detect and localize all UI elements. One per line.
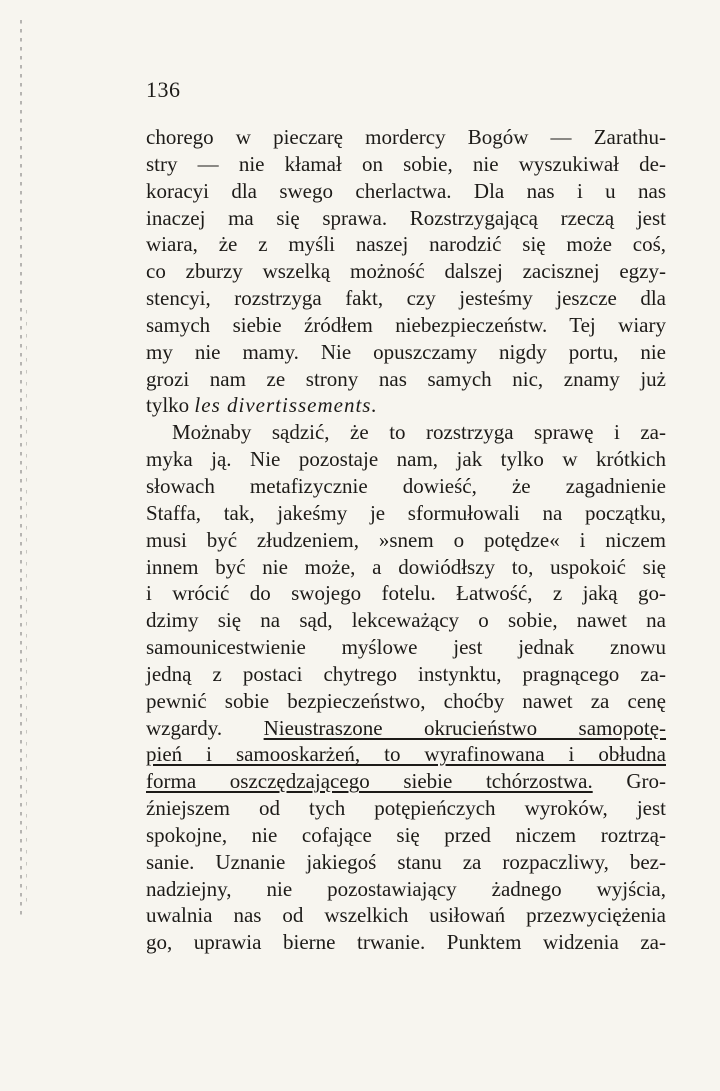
paragraph-2-line-13 (146, 741, 666, 768)
paragraph-2-line-10: jedną z postaci chytrego instynktu, pragnącego za- (146, 661, 666, 686)
text-line-9: my nie mamy. Nie opuszczamy nigdy portu, nie (146, 339, 666, 364)
underlined-passage-part-2: pień i samooskarżeń, to wyrafinowana i obłudna (146, 742, 666, 767)
paragraph-2-line-3: słowach metafizycznie dowieść, że zagadnienie (146, 473, 666, 498)
underlined-passage-part-1: Nieustraszone okrucieństwo samopotę- (263, 715, 667, 740)
paragraph-2-line-1: Możnaby sądzić, że to rozstrzyga sprawę i za- (172, 420, 666, 445)
paragraph-2-line-5: musi być złudzeniem, »snem o potędze« i niczem (146, 527, 666, 552)
paragraph-2-line-7: i wrócić do swojego fotelu. Łatwość, z jaką go- (146, 581, 666, 606)
paragraph-2-line-19: uwalnia nas od wszelkich usiłowań przezwyciężenia (146, 903, 666, 928)
binding-edge-marks-secondary (26, 310, 28, 910)
page-number: 136 (146, 77, 181, 102)
text-line-4: inaczej ma się sprawa. Rozstrzygającą rzeczą jest (146, 205, 666, 230)
paragraph-2-line-14 (146, 768, 666, 795)
binding-edge-marks (20, 20, 22, 920)
text-line-7: stencyi, rozstrzyga fakt, czy jesteśmy jeszcze dla (146, 286, 666, 311)
paragraph-2-line-2: myka ją. Nie pozostaje nam, jak tylko w krótkich (146, 447, 666, 472)
line-12-prefix: wzgardy. (146, 715, 264, 740)
text-line-10: grozi nam ze strony nas samych nic, znamy już (146, 366, 666, 391)
underlined-passage-part-3: forma oszczędzającego siebie tchórzostwa. (146, 769, 593, 794)
text-line-11 (146, 392, 666, 419)
paragraph-2-line-18: nadziejny, nie pozostawiający żadnego wyjścia, (146, 876, 666, 901)
text-line-5: wiara, że z myśli naszej narodzić się może coś, (146, 232, 666, 257)
paragraph-2-line-15: źniejszem od tych potępieńczych wyroków, jest (146, 796, 666, 821)
line-14-suffix: Gro- (592, 769, 667, 794)
paragraph-2-line-4: Staffa, tak, jakeśmy je sformułowali na początku, (146, 500, 666, 525)
paragraph-2-line-6: innem być nie może, a dowiódłszy to, uspokoić się (146, 554, 666, 579)
text-line-3: koracyi dla swego cherlactwa. Dla nas i u nas (146, 178, 666, 203)
italic-phrase: les divertissements. (194, 393, 378, 418)
text-line-6: co zburzy wszelką możność dalszej zacisznej egzy- (146, 259, 666, 284)
text-line-1: chorego w pieczarę mordercy Bogów — Zarathu- (146, 125, 666, 149)
paragraph-2-line-9: samounicestwienie myślowe jest jednak znowu (146, 635, 666, 660)
paragraph-2-line-20: go, uprawia bierne trwanie. Punktem widzenia za- (146, 930, 666, 955)
text-line-11-prefix: tylko (146, 393, 195, 418)
paragraph-2-line-17: sanie. Uznanie jakiegoś stanu za rozpaczliwy, bez- (146, 849, 666, 874)
text-line-2: stry — nie kłamał on sobie, nie wyszukiwał de- (146, 151, 666, 176)
body-text (146, 124, 666, 956)
paragraph-2-line-11: pewnić sobie bezpieczeństwo, choćby nawet za cenę (146, 688, 666, 713)
paragraph-2-line-16: spokojne, nie cofające się przed niczem roztrzą- (146, 822, 666, 847)
paragraph-2-line-12 (146, 715, 666, 742)
text-line-8: samych siebie źródłem niebezpieczeństw. Tej wiary (146, 312, 666, 337)
paragraph-2-line-8: dzimy się na sąd, lekceważący o sobie, nawet na (146, 608, 666, 633)
